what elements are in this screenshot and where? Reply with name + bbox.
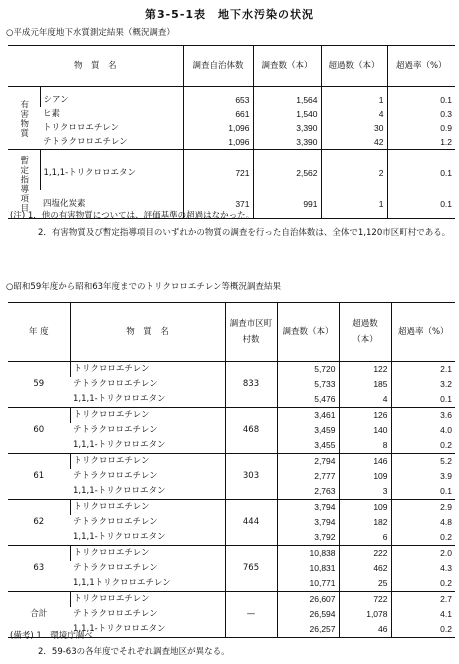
exceed-count: 182 xyxy=(339,515,391,530)
exceed-count: 146 xyxy=(339,454,391,470)
year-cell: 合計 xyxy=(8,592,70,638)
municipalities-count: 371 xyxy=(183,190,253,219)
exceed-count: 3 xyxy=(339,484,391,500)
surveyed-count: 26,594 xyxy=(277,607,339,622)
municipalities-count: 661 xyxy=(183,107,253,121)
exceed-count: 185 xyxy=(339,377,391,392)
exceed-count: 122 xyxy=(339,362,391,378)
exceed-rate: 5.2 xyxy=(391,454,455,470)
exceed-rate: 3.9 xyxy=(391,469,455,484)
surveyed-count: 3,792 xyxy=(277,530,339,546)
exceed-rate: 2.1 xyxy=(391,362,455,378)
substance-name: テトラクロロエチレン xyxy=(73,379,158,389)
exceed-rate: 1.2 xyxy=(387,135,455,150)
note-1: (注) 1．他の有害物質については、評価基準の超過はなかった。 xyxy=(10,211,255,221)
exceed-count: 42 xyxy=(321,135,387,150)
surveyed-count: 3,390 xyxy=(253,121,321,135)
surveyed-count: 10,771 xyxy=(277,576,339,592)
substance-name: テトラクロロエチレン xyxy=(73,563,158,573)
header-surveyed: 調査数（本） xyxy=(253,46,321,87)
exceed-count: 6 xyxy=(339,530,391,546)
exceed-count: 1 xyxy=(321,190,387,219)
table-row xyxy=(8,87,455,108)
municipalities-count: 468 xyxy=(225,408,277,454)
exceed-rate: 0.3 xyxy=(387,107,455,121)
remark-1: (備考) 1．環境庁調べ xyxy=(10,631,93,641)
surveyed-count: 1,564 xyxy=(253,87,321,108)
municipalities-count: 765 xyxy=(225,546,277,592)
substance-name: 1,1,1-トリクロロエタン xyxy=(40,150,183,190)
exceed-count: 1,078 xyxy=(339,607,391,622)
table-row xyxy=(8,408,455,424)
exceed-count: 126 xyxy=(339,408,391,424)
surveyed-count: 26,257 xyxy=(277,622,339,638)
exceed-count: 462 xyxy=(339,561,391,576)
section2-notes xyxy=(10,628,230,660)
header-substance: 物 質 名 xyxy=(8,46,183,87)
surveyed-count: 2,794 xyxy=(277,454,339,470)
group-label xyxy=(8,87,40,150)
municipalities-count: 721 xyxy=(183,150,253,190)
municipalities-count: 1,096 xyxy=(183,135,253,150)
exceed-count: 25 xyxy=(339,576,391,592)
exceed-rate: 0.1 xyxy=(387,87,455,108)
exceed-rate: 2.7 xyxy=(391,592,455,608)
group-label-text: 暫定指導項目 xyxy=(18,156,29,213)
municipalities-count: 444 xyxy=(225,500,277,546)
year-cell: 62 xyxy=(8,500,70,546)
exceed-rate: 2.0 xyxy=(391,546,455,562)
exceed-count: 2 xyxy=(321,150,387,190)
substance-name: 1,1,1-トリクロロエタン xyxy=(73,394,166,404)
substance-name: トリクロロエチレン xyxy=(70,500,225,516)
exceed-rate: 0.1 xyxy=(391,484,455,500)
exceed-rate: 4.0 xyxy=(391,423,455,438)
note-2: 2．有害物質及び暫定指導項目のいずれかの物質の調査を行った自治体数は、全体で1,120市区町村である。 xyxy=(38,228,451,238)
group-label-text: 有害物質 xyxy=(18,99,29,138)
table-row xyxy=(8,362,455,378)
section2-subtitle: ○昭和59年度から昭和63年度までのトリクロロエチレン等概況調査結果 xyxy=(6,282,281,292)
exceed-rate: 0.2 xyxy=(391,438,455,454)
exceed-rate: 3.2 xyxy=(391,377,455,392)
exceed-rate: 4.3 xyxy=(391,561,455,576)
exceed-count: 109 xyxy=(339,500,391,516)
municipalities-count: 833 xyxy=(225,362,277,408)
exceed-count: 4 xyxy=(339,392,391,408)
municipalities-count: 303 xyxy=(225,454,277,500)
groundwater-survey-table xyxy=(8,45,455,219)
substance-name: ヒ素 xyxy=(43,109,61,119)
substance-name: トリクロロエチレン xyxy=(70,408,225,424)
substance-name: 1,1,1-トリクロロエタン xyxy=(73,440,166,450)
exceed-count: 109 xyxy=(339,469,391,484)
header-surveyed: 調査数（本） xyxy=(277,303,339,362)
substance-name: テトラクロロエチレン xyxy=(73,517,158,527)
exceed-rate: 3.6 xyxy=(391,408,455,424)
exceed-rate: 4.8 xyxy=(391,515,455,530)
exceed-count: 222 xyxy=(339,546,391,562)
substance-name: 1,1,1-トリクロロエタン xyxy=(73,532,166,542)
exceed-count: 46 xyxy=(339,622,391,638)
substance-name: 1,1,1-トリクロロエタン xyxy=(73,486,166,496)
exceed-count: 4 xyxy=(321,107,387,121)
substance-name: シアン xyxy=(40,87,183,108)
year-cell: 61 xyxy=(8,454,70,500)
substance-name: トリクロロエチレン xyxy=(43,123,119,133)
section1-subtitle: ○平成元年度地下水質測定結果（概況調査） xyxy=(6,28,175,38)
surveyed-count: 5,476 xyxy=(277,392,339,408)
surveyed-count: 3,461 xyxy=(277,408,339,424)
page-title: 第3-5-1表 地下水汚染の状況 xyxy=(144,8,315,21)
exceed-count: 1 xyxy=(321,87,387,108)
surveyed-count: 5,733 xyxy=(277,377,339,392)
surveyed-count: 3,390 xyxy=(253,135,321,150)
surveyed-count: 26,607 xyxy=(277,592,339,608)
municipalities-count: — xyxy=(225,592,277,638)
exceed-count: 722 xyxy=(339,592,391,608)
substance-name: テトラクロロエチレン xyxy=(43,137,128,147)
table-row xyxy=(8,546,455,562)
municipalities-count: 653 xyxy=(183,87,253,108)
table-row xyxy=(8,121,455,135)
table-row xyxy=(8,150,455,190)
exceed-count: 140 xyxy=(339,423,391,438)
exceed-rate: 0.2 xyxy=(391,576,455,592)
table-row xyxy=(8,135,455,150)
year-cell: 59 xyxy=(8,362,70,408)
surveyed-count: 5,720 xyxy=(277,362,339,378)
surveyed-count: 3,459 xyxy=(277,423,339,438)
substance-name: トリクロロエチレン xyxy=(70,362,225,378)
substance-name: トリクロロエチレン xyxy=(70,592,225,608)
table-row xyxy=(8,107,455,121)
surveyed-count: 991 xyxy=(253,190,321,219)
section1-notes xyxy=(10,208,450,242)
exceed-rate: 0.2 xyxy=(391,622,455,638)
header-exceed: 超過数（本） xyxy=(321,46,387,87)
substance-name: テトラクロロエチレン xyxy=(73,471,158,481)
table-row xyxy=(8,454,455,470)
surveyed-count: 3,794 xyxy=(277,515,339,530)
trichloroethylene-survey-table xyxy=(8,302,455,638)
substance-name: テトラクロロエチレン xyxy=(73,425,158,435)
surveyed-count: 3,455 xyxy=(277,438,339,454)
header-municipalities: 調査自治体数 xyxy=(183,46,253,87)
exceed-count: 30 xyxy=(321,121,387,135)
substance-name: 1,1,1-トリクロロエタン xyxy=(73,624,166,634)
surveyed-count: 3,794 xyxy=(277,500,339,516)
substance-name: トリクロロエチレン xyxy=(70,454,225,470)
exceed-rate: 4.1 xyxy=(391,607,455,622)
table-row xyxy=(8,592,455,608)
header-year: 年 度 xyxy=(8,303,70,362)
exceed-rate: 0.1 xyxy=(391,392,455,408)
exceed-rate: 0.1 xyxy=(387,190,455,219)
municipalities-count: 1,096 xyxy=(183,121,253,135)
header-rate: 超過率（%） xyxy=(391,303,455,362)
surveyed-count: 10,831 xyxy=(277,561,339,576)
substance-name: テトラクロロエチレン xyxy=(73,609,158,619)
substance-name: 四塩化炭素 xyxy=(43,198,86,209)
surveyed-count: 2,777 xyxy=(277,469,339,484)
exceed-rate: 2.9 xyxy=(391,500,455,516)
surveyed-count: 1,540 xyxy=(253,107,321,121)
surveyed-count: 2,562 xyxy=(253,150,321,190)
substance-name: トリクロロエチレン xyxy=(70,546,225,562)
exceed-count: 8 xyxy=(339,438,391,454)
exceed-rate: 0.9 xyxy=(387,121,455,135)
header-exceed: 超過数（本） xyxy=(339,303,391,362)
exceed-rate: 0.2 xyxy=(391,530,455,546)
header-rate: 超過率（%） xyxy=(387,46,455,87)
header-substance: 物 質 名 xyxy=(70,303,225,362)
surveyed-count: 10,838 xyxy=(277,546,339,562)
header-municipalities: 調査市区町村数 xyxy=(225,303,277,362)
exceed-rate: 0.1 xyxy=(387,150,455,190)
year-cell: 60 xyxy=(8,408,70,454)
remark-2: 2．59-63の各年度でそれぞれ調査地区が異なる。 xyxy=(38,647,230,657)
substance-name: 1,1,1トリクロロエチレン xyxy=(73,578,171,588)
year-cell: 63 xyxy=(8,546,70,592)
surveyed-count: 2,763 xyxy=(277,484,339,500)
table-row xyxy=(8,500,455,516)
